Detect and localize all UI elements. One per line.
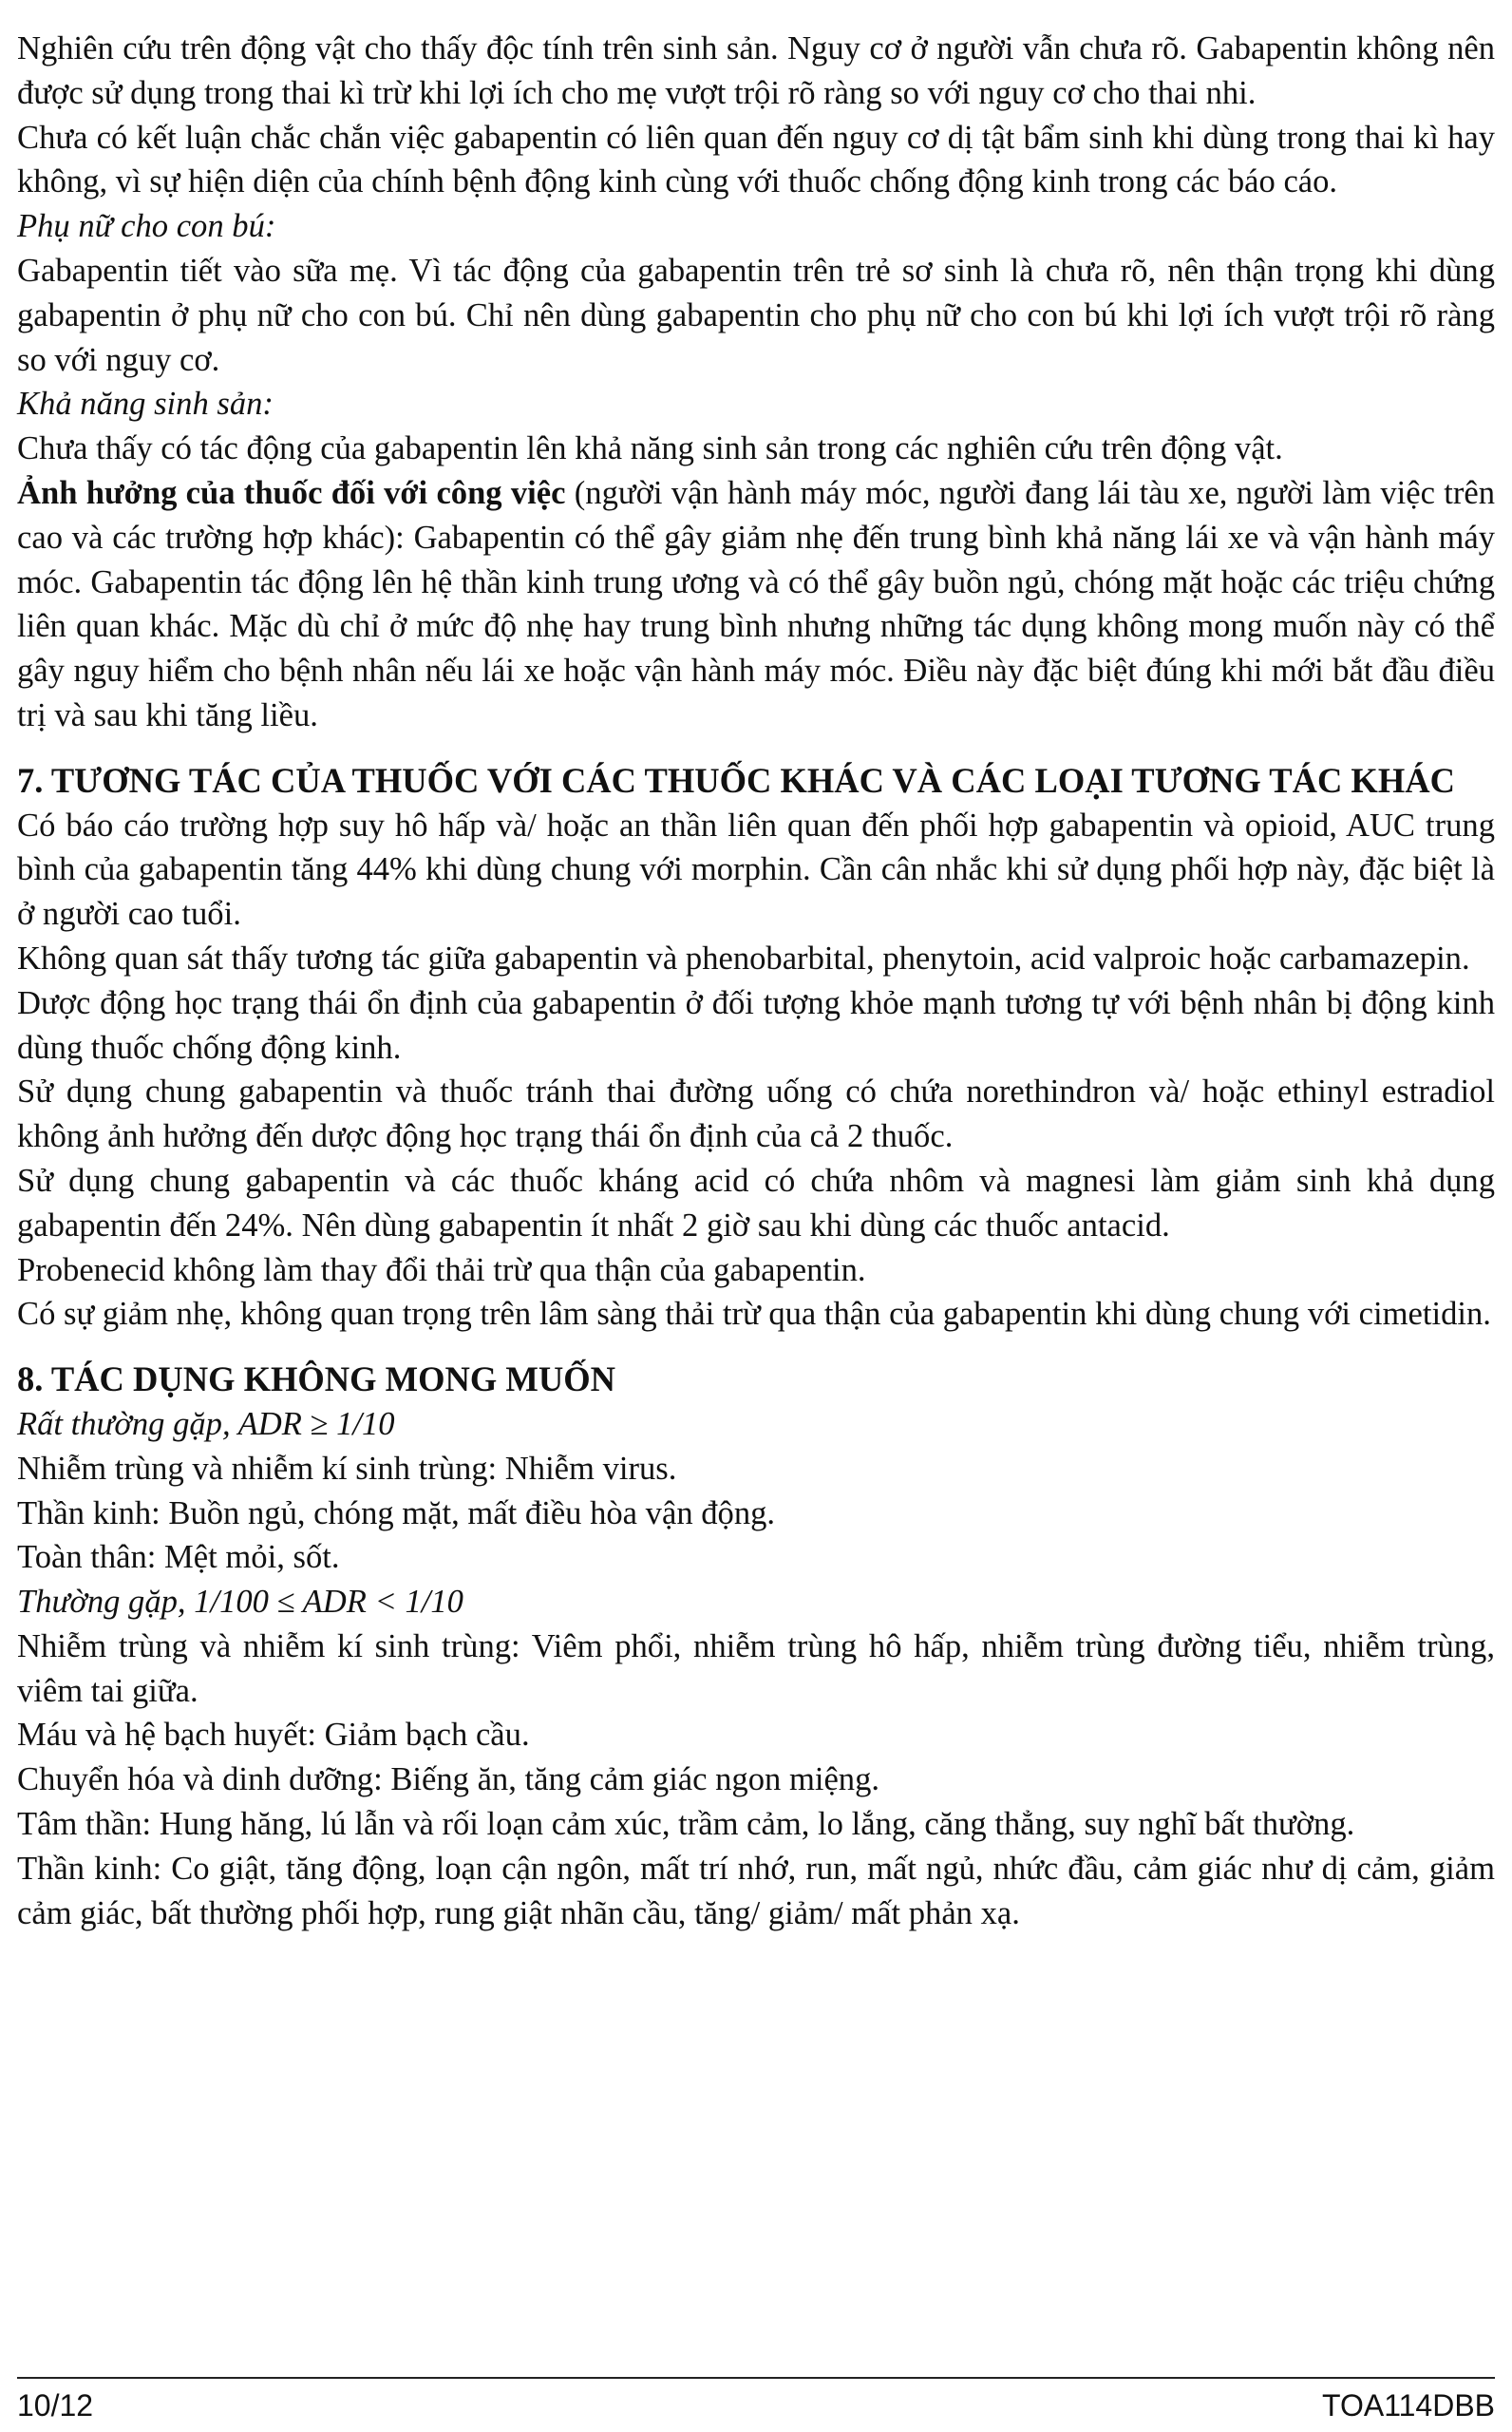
adverse-effect-item: Nhiễm trùng và nhiễm kí sinh trùng: Nhiễm virus. <box>17 1450 677 1487</box>
footer-divider <box>17 2377 1495 2379</box>
adverse-effect-item: Tâm thần: Hung hăng, lú lẫn và rối loạn cảm xúc, trầm cảm, lo lắng, căng thẳng, suy nghĩ bất thường. <box>17 1806 1355 1843</box>
driving-paragraph <box>17 471 1495 738</box>
adverse-effect-item: Máu và hệ bạch huyết: Giảm bạch cầu. <box>17 1717 530 1754</box>
page-number: 10/12 <box>17 2388 94 2422</box>
fertility-paragraph: Chưa thấy có tác động của gabapentin lên khả năng sinh sản trong các nghiên cứu trên động vật. <box>17 430 1283 467</box>
section-7-paragraph: Sử dụng chung gabapentin và thuốc tránh thai đường uống có chứa norethindron và/ hoặc ethinyl estradiol không ảnh hưởng đến dược động học trạng thái ổn định của cả 2 thuốc. <box>17 1074 1495 1155</box>
section-7-paragraph: Có báo cáo trường hợp suy hô hấp và/ hoặc an thần liên quan đến phối hợp gabapentin và opioid, AUC trung bình của gabapentin tăng 44% khi dùng chung với morphin. Cần cân nhắc khi sử dụng phối hợp này, đặc biệt là ở người cao tuổi. <box>17 807 1495 933</box>
adverse-effect-item: Thần kinh: Buồn ngủ, chóng mặt, mất điều hòa vận động. <box>17 1494 776 1531</box>
pregnancy-paragraph-1: Nghiên cứu trên động vật cho thấy độc tính trên sinh sản. Nguy cơ ở người vẫn chưa rõ. Gabapentin không nên được sử dụng trong thai kì trừ khi lợi ích cho mẹ vượt trội rõ ràng so với nguy cơ cho thai nhi. <box>17 30 1495 111</box>
common-label: Thường gặp, 1/100 ≤ ADR < 1/10 <box>17 1584 463 1621</box>
driving-heading: Ảnh hưởng của thuốc đối với công việc <box>17 474 566 511</box>
breastfeeding-paragraph: Gabapentin tiết vào sữa mẹ. Vì tác động của gabapentin trên trẻ sơ sinh là chưa rõ, nên thận trọng khi dùng gabapentin ở phụ nữ cho con bú. Chỉ nên dùng gabapentin cho phụ nữ cho con bú khi lợi ích vượt trội rõ ràng so với nguy cơ. <box>17 252 1495 378</box>
driving-text: (người vận hành máy móc, người đang lái tàu xe, người làm việc trên cao và các trường hợp khác): Gabapentin có thể gây giảm nhẹ đến trung bình khả năng lái xe và vận hành máy móc. Gabapentin tác động lên hệ thần kinh trung ương và có thể gây buồn ngủ, chóng mặt hoặc các triệu chứng liên quan khác. Mặc dù chỉ ở mức độ nhẹ hay trung bình nhưng những tác dụng không mong muốn này có thể gây nguy hiểm cho bệnh nhân nếu lái xe hoặc vận hành máy móc. Điều này đặc biệt đúng khi mới bắt đầu điều trị và sau khi tăng liều. <box>17 474 1495 733</box>
very-common-label: Rất thường gặp, ADR ≥ 1/10 <box>17 1405 395 1442</box>
section-7-paragraph: Không quan sát thấy tương tác giữa gabapentin và phenobarbital, phenytoin, acid valproic hoặc carbamazepin. <box>17 940 1470 977</box>
section-8-heading: 8. TÁC DỤNG KHÔNG MONG MUỐN <box>17 1359 615 1399</box>
adverse-effect-item: Thần kinh: Co giật, tăng động, loạn cận ngôn, mất trí nhớ, run, mất ngủ, nhức đầu, cảm giác như dị cảm, giảm cảm giác, bất thường phối hợp, rung giật nhãn cầu, tăng/ giảm/ mất phản xạ. <box>17 1850 1495 1931</box>
adverse-effect-item: Nhiễm trùng và nhiễm kí sinh trùng: Viêm phổi, nhiễm trùng hô hấp, nhiễm trùng đường tiểu, nhiễm trùng, viêm tai giữa. <box>17 1627 1495 1709</box>
section-7-heading: 7. TƯƠNG TÁC CỦA THUỐC VỚI CÁC THUỐC KHÁC VÀ CÁC LOẠI TƯƠNG TÁC KHÁC <box>17 760 1455 800</box>
section-7-paragraph: Dược động học trạng thái ổn định của gabapentin ở đối tượng khỏe mạnh tương tự với bệnh nhân bị động kinh dùng thuốc chống động kinh. <box>17 984 1495 1066</box>
adverse-effect-item: Chuyển hóa và dinh dưỡng: Biếng ăn, tăng cảm giác ngon miệng. <box>17 1761 880 1798</box>
section-7-paragraph: Probenecid không làm thay đổi thải trừ qua thận của gabapentin. <box>17 1251 866 1288</box>
fertility-heading: Khả năng sinh sản: <box>17 386 274 423</box>
breastfeeding-heading: Phụ nữ cho con bú: <box>17 208 276 245</box>
section-7-paragraph: Sử dụng chung gabapentin và các thuốc kháng acid có chứa nhôm và magnesi làm giảm sinh khả dụng gabapentin đến 24%. Nên dùng gabapentin ít nhất 2 giờ sau khi dùng các thuốc antacid. <box>17 1162 1495 1244</box>
pregnancy-paragraph-2: Chưa có kết luận chắc chắn việc gabapentin có liên quan đến nguy cơ dị tật bẩm sinh khi dùng trong thai kì hay không, vì sự hiện diện của chính bệnh động kinh cùng với thuốc chống động kinh trong các báo cáo. <box>17 119 1495 200</box>
section-7-paragraph: Có sự giảm nhẹ, không quan trọng trên lâm sàng thải trừ qua thận của gabapentin khi dùng chung với cimetidin. <box>17 1296 1491 1333</box>
document-code: TOA114DBB <box>1321 2388 1495 2422</box>
adverse-effect-item: Toàn thân: Mệt mỏi, sốt. <box>17 1539 340 1576</box>
document-body <box>17 27 1495 1935</box>
